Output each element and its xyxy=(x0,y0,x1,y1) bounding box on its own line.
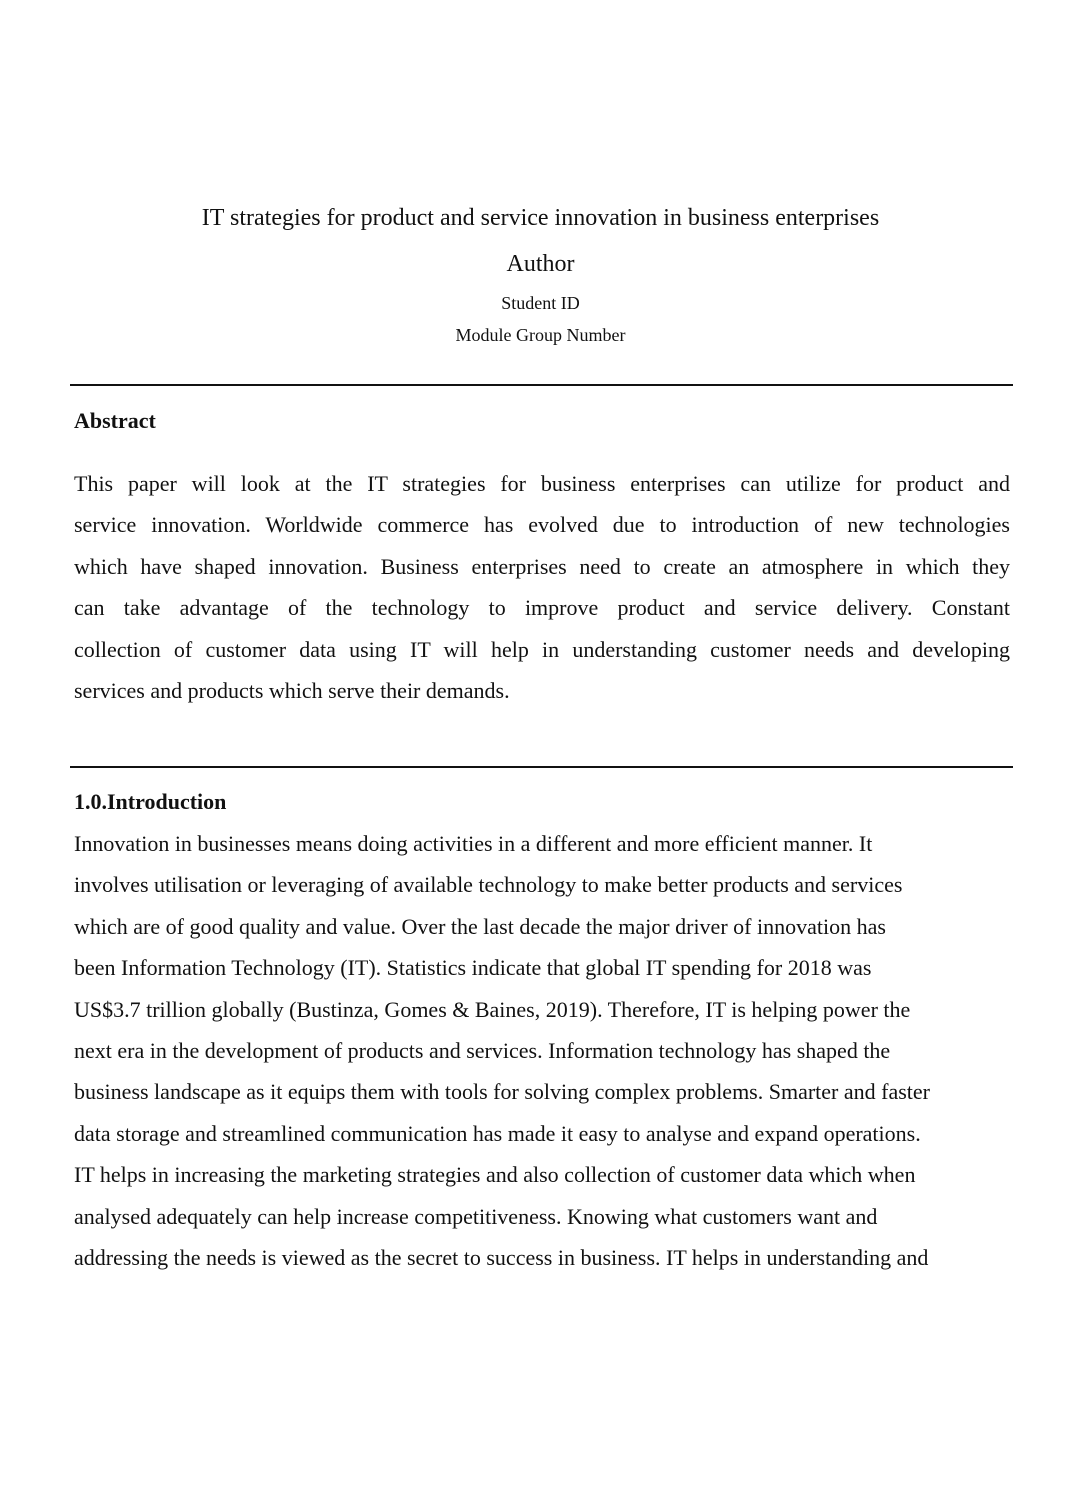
introduction-heading: 1.0.Introduction xyxy=(74,789,227,814)
abstract-line: services and products which serve their demands. xyxy=(74,677,510,703)
abstract-line: collection of customer data using IT will help in understanding customer needs and developing xyxy=(74,636,1010,662)
introduction-line: addressing the needs is viewed as the secret to success in business. IT helps in understanding and xyxy=(74,1244,929,1270)
abstract-line: can take advantage of the technology to improve product and service delivery. Constant xyxy=(74,595,1010,621)
introduction-paragraph xyxy=(74,823,1010,1278)
module-group-number: Module Group Number xyxy=(455,325,626,345)
abstract-line: This paper will look at the IT strategies for business enterprises can utilize for product and xyxy=(74,471,1010,496)
abstract-line: service innovation. Worldwide commerce has evolved due to introduction of new technologies xyxy=(74,512,1010,538)
introduction-line: involves utilisation or leveraging of available technology to make better products and services xyxy=(74,872,903,898)
abstract-line: which have shaped innovation. Business enterprises need to create an atmosphere in which they xyxy=(74,553,1010,579)
student-id: Student ID xyxy=(501,293,580,313)
abstract-heading: Abstract xyxy=(74,408,156,433)
introduction-line: US$3.7 trillion globally (Bustinza, Gomes & Baines, 2019). Therefore, IT is helping power the xyxy=(74,996,911,1022)
abstract-paragraph xyxy=(74,463,1010,711)
introduction-line: analysed adequately can help increase competitiveness. Knowing what customers want and xyxy=(74,1203,878,1229)
author-name: Author xyxy=(506,251,575,277)
introduction-line: been Information Technology (IT). Statistics indicate that global IT spending for 2018 was xyxy=(74,955,872,981)
introduction-line: IT helps in increasing the marketing strategies and also collection of customer data which when xyxy=(74,1162,916,1188)
divider-top xyxy=(70,384,1013,386)
introduction-line: data storage and streamlined communication has made it easy to analyse and expand operations. xyxy=(74,1120,921,1146)
introduction-line: next era in the development of products and services. Information technology has shaped the xyxy=(74,1037,891,1063)
introduction-line: which are of good quality and value. Over the last decade the major driver of innovation has xyxy=(74,913,886,939)
introduction-line: business landscape as it equips them with tools for solving complex problems. Smarter and faster xyxy=(74,1079,931,1105)
paper-title: IT strategies for product and service innovation in business enterprises xyxy=(201,205,880,231)
introduction-line: Innovation in businesses means doing activities in a different and more efficient manner. It xyxy=(74,831,873,856)
divider-bottom xyxy=(70,766,1013,768)
